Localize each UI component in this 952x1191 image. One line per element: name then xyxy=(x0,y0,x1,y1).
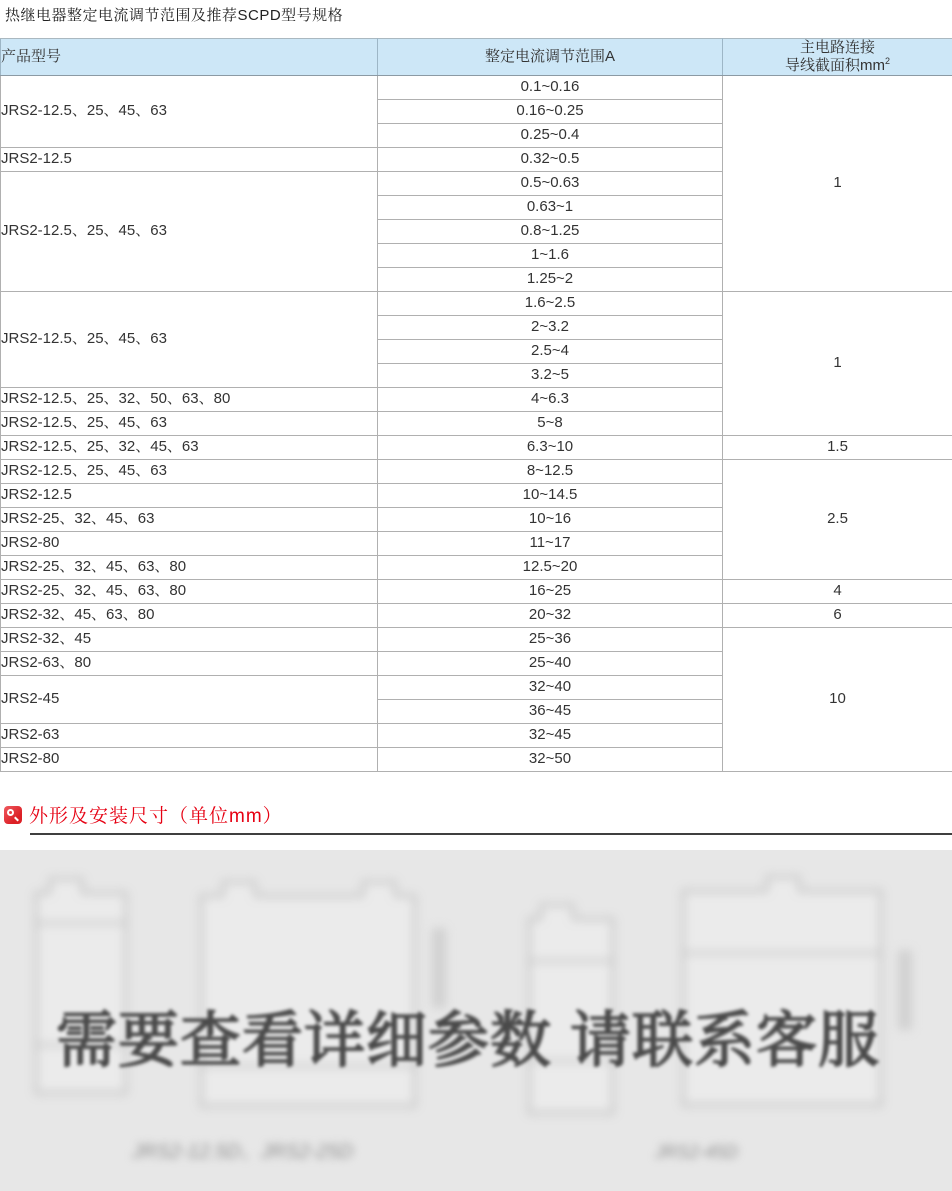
spec-table-body xyxy=(1,76,952,772)
current-range-cell: 32~50 xyxy=(378,748,723,772)
header-wire-area-sup: 2 xyxy=(884,55,890,66)
table-row xyxy=(1,436,952,460)
current-range-cell: 10~14.5 xyxy=(378,484,723,508)
current-range-cell: 32~40 xyxy=(378,676,723,700)
product-model-cell: JRS2-12.5 xyxy=(1,484,378,508)
product-model-cell: JRS2-12.5、25、45、63 xyxy=(1,412,378,436)
current-range-cell: 2.5~4 xyxy=(378,340,723,364)
table-row xyxy=(1,580,952,604)
section-heading xyxy=(4,801,283,828)
current-range-cell: 16~25 xyxy=(378,580,723,604)
current-range-cell: 36~45 xyxy=(378,700,723,724)
table-header-row xyxy=(1,39,952,76)
product-model-cell: JRS2-12.5、25、45、63 xyxy=(1,460,378,484)
current-range-cell: 0.1~0.16 xyxy=(378,76,723,100)
product-model-cell: JRS2-25、32、45、63 xyxy=(1,508,378,532)
drawing-caption-right: JRS2-45D xyxy=(655,1142,739,1162)
table-row xyxy=(1,292,952,316)
current-range-cell: 0.32~0.5 xyxy=(378,148,723,172)
wire-area-cell: 2.5 xyxy=(723,460,952,580)
current-range-cell: 5~8 xyxy=(378,412,723,436)
header-current-range: 整定电流调节范围A xyxy=(378,39,723,76)
wire-area-cell: 1 xyxy=(723,292,952,436)
product-model-cell: JRS2-12.5、25、32、50、63、80 xyxy=(1,388,378,412)
product-model-cell: JRS2-12.5、25、45、63 xyxy=(1,172,378,292)
current-range-cell: 11~17 xyxy=(378,532,723,556)
current-range-cell: 25~36 xyxy=(378,628,723,652)
section-divider xyxy=(30,833,952,835)
current-range-cell: 0.16~0.25 xyxy=(378,100,723,124)
current-range-cell: 4~6.3 xyxy=(378,388,723,412)
current-range-cell: 3.2~5 xyxy=(378,364,723,388)
wire-area-cell: 1 xyxy=(723,76,952,292)
product-model-cell: JRS2-12.5 xyxy=(1,148,378,172)
current-range-cell: 0.25~0.4 xyxy=(378,124,723,148)
section-heading-label: 外形及安装尺寸（单位mm） xyxy=(29,806,283,827)
wire-area-cell: 6 xyxy=(723,604,952,628)
current-range-cell: 32~45 xyxy=(378,724,723,748)
product-model-cell: JRS2-12.5、25、32、45、63 xyxy=(1,436,378,460)
dimension-drawing-area xyxy=(0,850,952,1191)
table-row xyxy=(1,76,952,100)
product-model-cell: JRS2-25、32、45、63、80 xyxy=(1,556,378,580)
current-range-cell: 6.3~10 xyxy=(378,436,723,460)
product-model-cell: JRS2-25、32、45、63、80 xyxy=(1,580,378,604)
product-model-cell: JRS2-63、80 xyxy=(1,652,378,676)
product-model-cell: JRS2-12.5、25、45、63 xyxy=(1,76,378,148)
table-row xyxy=(1,604,952,628)
current-range-cell: 10~16 xyxy=(378,508,723,532)
table-row xyxy=(1,460,952,484)
product-model-cell: JRS2-32、45 xyxy=(1,628,378,652)
current-range-cell: 1.6~2.5 xyxy=(378,292,723,316)
wire-area-cell: 4 xyxy=(723,580,952,604)
table-row xyxy=(1,628,952,652)
current-range-cell: 0.63~1 xyxy=(378,196,723,220)
header-wire-area-line1: 主电路连接 xyxy=(799,39,875,56)
current-range-cell: 0.5~0.63 xyxy=(378,172,723,196)
current-range-cell: 1.25~2 xyxy=(378,268,723,292)
product-model-cell: JRS2-80 xyxy=(1,748,378,772)
header-product-model: 产品型号 xyxy=(1,39,378,76)
current-range-cell: 0.8~1.25 xyxy=(378,220,723,244)
product-model-cell: JRS2-32、45、63、80 xyxy=(1,604,378,628)
current-range-cell: 25~40 xyxy=(378,652,723,676)
contact-service-watermark: 需要查看详细参数 请联系客服 xyxy=(56,1006,880,1074)
drawing-caption-left: JRS2-12.5D、JRS2-25D xyxy=(132,1141,354,1163)
spec-table xyxy=(0,38,952,772)
product-model-cell: JRS2-63 xyxy=(1,724,378,748)
current-range-cell: 1~1.6 xyxy=(378,244,723,268)
product-model-cell: JRS2-45 xyxy=(1,676,378,724)
page-title: 热继电器整定电流调节范围及推荐SCPD型号规格 xyxy=(5,7,344,24)
wire-area-cell: 10 xyxy=(723,628,952,772)
current-range-cell: 20~32 xyxy=(378,604,723,628)
magnifier-icon xyxy=(4,806,22,824)
product-model-cell: JRS2-80 xyxy=(1,532,378,556)
drawing-dim-label xyxy=(898,950,912,1030)
wire-area-cell: 1.5 xyxy=(723,436,952,460)
header-wire-area-line2: 导线截面积mm xyxy=(784,56,885,74)
current-range-cell: 8~12.5 xyxy=(378,460,723,484)
current-range-cell: 12.5~20 xyxy=(378,556,723,580)
current-range-cell: 2~3.2 xyxy=(378,316,723,340)
product-model-cell: JRS2-12.5、25、45、63 xyxy=(1,292,378,388)
header-wire-area xyxy=(723,39,952,76)
